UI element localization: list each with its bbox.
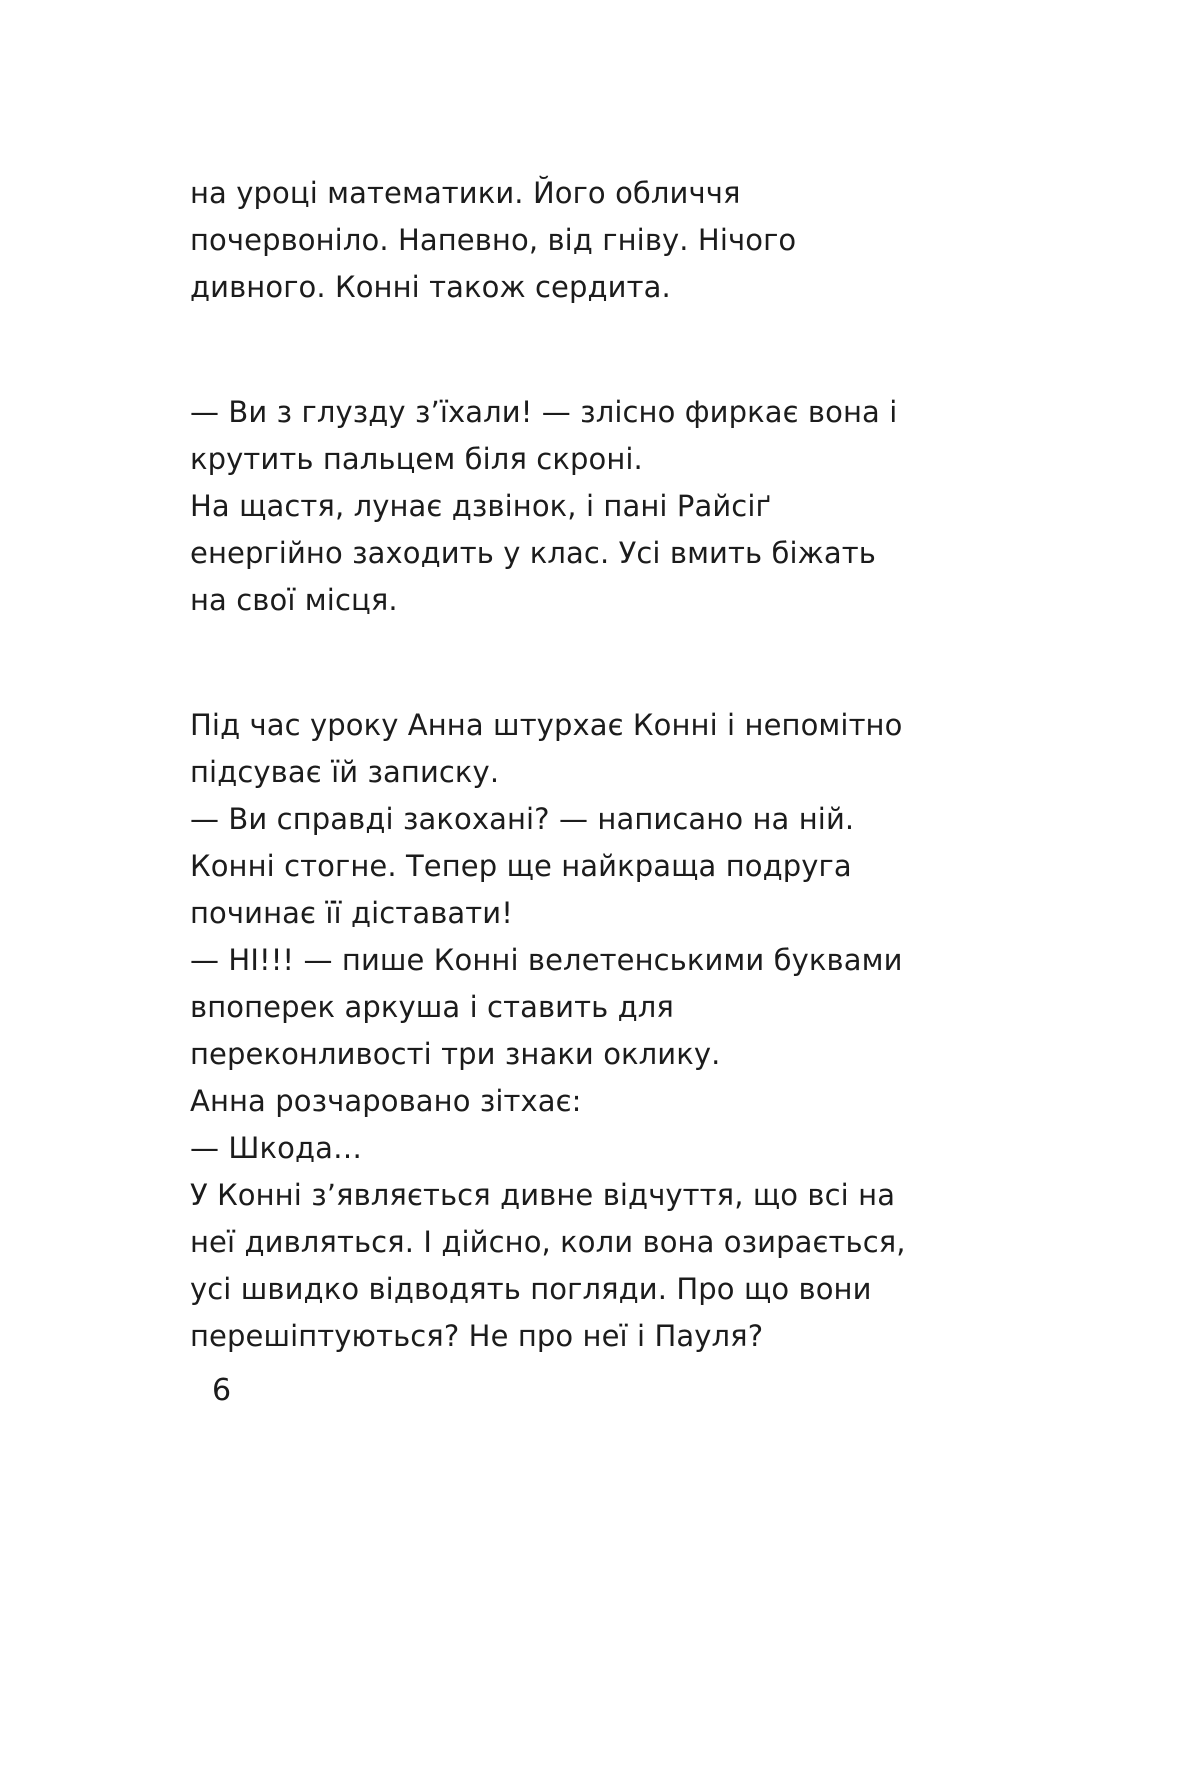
paragraph: — Шкода…	[190, 1131, 363, 1165]
paragraph: — Ви з глузду з’їхали! — злісно фиркає вона і крутить пальцем біля скроні.	[190, 395, 898, 476]
paragraph: На щастя, лунає дзвінок, і пані Райсіґ енергійно заходить у клас. Усі вмить біжать на свої місця.	[190, 489, 876, 617]
paragraph: Під час уроку Анна штурхає Конні і непомітно підсуває їй записку.	[190, 708, 903, 789]
text-column	[190, 170, 914, 1360]
paragraph: Конні стогне. Тепер ще найкраща подруга починає її діставати!	[190, 849, 852, 930]
paragraph: Анна розчаровано зітхає:	[190, 1084, 582, 1118]
paragraph-gap	[190, 624, 914, 702]
paragraph: — Ви справді закохані? — написано на ній.	[190, 802, 855, 836]
paragraph: У Конні з’являється дивне відчуття, що всі на неї дивляться. І дійсно, коли вона озирається, усі швидко відводять погляди. Про що вони перешіптуються? Не про неї і Пауля?	[190, 1178, 906, 1353]
page-number: 6	[212, 1373, 232, 1408]
paragraph: — НІ!!! — пише Конні велетенськими буквами впоперек аркуша і ставить для переконливості три знаки оклику.	[190, 943, 903, 1071]
paragraph: на уроці математики. Його обличчя почервоніло. Напевно, від гніву. Нічого дивного. Конні також сердита.	[190, 176, 797, 304]
paragraph-gap	[190, 311, 914, 389]
